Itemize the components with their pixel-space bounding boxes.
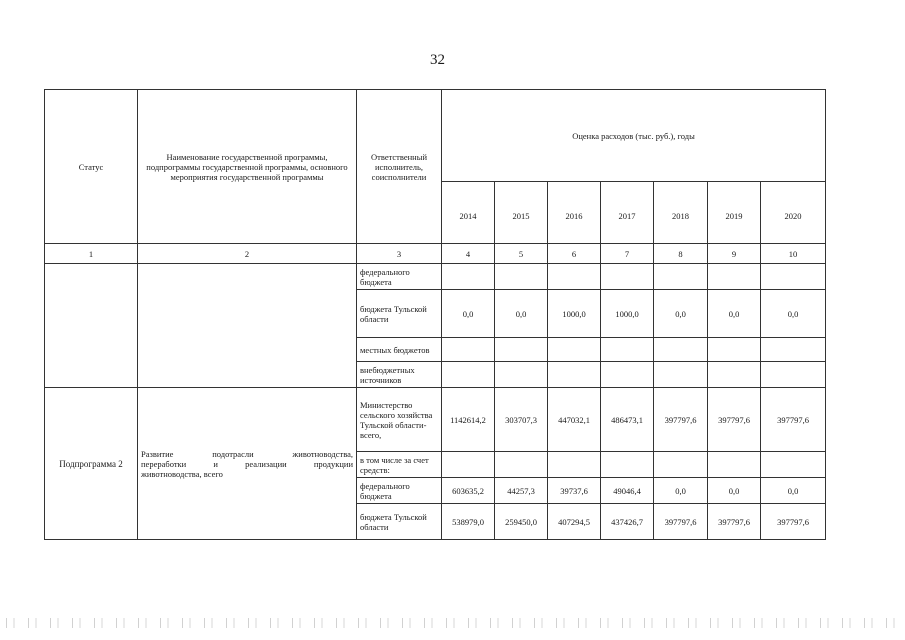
value-cell	[601, 338, 654, 362]
page-number: 32	[430, 52, 445, 68]
value-cell: 0,0	[442, 290, 495, 338]
value-cell: 0,0	[761, 290, 826, 338]
value-cell	[601, 452, 654, 478]
value-cell	[601, 362, 654, 388]
year-2017: 2017	[601, 182, 654, 244]
col-number: 2	[138, 244, 357, 264]
value-cell	[654, 452, 708, 478]
subprogram-name	[138, 388, 357, 540]
value-cell	[761, 362, 826, 388]
value-cell	[442, 338, 495, 362]
col-number: 9	[708, 244, 761, 264]
header-row	[45, 90, 826, 182]
value-cell	[761, 264, 826, 290]
value-cell	[442, 264, 495, 290]
block1-status-cell	[45, 264, 138, 388]
header-status: Статус	[45, 90, 138, 244]
subprogram-name-line: Развитие подотрасли животноводства,	[141, 448, 353, 459]
value-cell	[761, 338, 826, 362]
subprogram-name-line: переработки и реализации продукции	[141, 458, 353, 469]
value-cell: 44257,3	[495, 478, 548, 504]
subprogram-status: Подпрограмма 2	[45, 388, 138, 540]
value-cell	[495, 338, 548, 362]
value-cell	[654, 362, 708, 388]
value-cell	[601, 264, 654, 290]
value-cell: 49046,4	[601, 478, 654, 504]
year-2016: 2016	[548, 182, 601, 244]
value-cell	[495, 362, 548, 388]
value-cell: 397797,6	[761, 388, 826, 452]
source-label: в том числе за счет средств:	[357, 452, 442, 478]
value-cell: 0,0	[708, 290, 761, 338]
value-cell: 39737,6	[548, 478, 601, 504]
value-cell: 397797,6	[708, 504, 761, 540]
year-2015: 2015	[495, 182, 548, 244]
source-label: внебюджетных источников	[357, 362, 442, 388]
source-label: федерального бюджета	[357, 478, 442, 504]
value-cell	[654, 264, 708, 290]
value-cell: 397797,6	[654, 388, 708, 452]
col-number: 1	[45, 244, 138, 264]
value-cell	[654, 338, 708, 362]
col-number: 3	[357, 244, 442, 264]
value-cell: 603635,2	[442, 478, 495, 504]
value-cell: 0,0	[495, 290, 548, 338]
col-number: 7	[601, 244, 654, 264]
table-row	[45, 388, 826, 452]
value-cell: 397797,6	[654, 504, 708, 540]
value-cell: 1000,0	[548, 290, 601, 338]
header-name: Наименование государственной программы, подпрограммы государственной программы, основного мероприятия государственной программы	[138, 90, 357, 244]
value-cell	[548, 452, 601, 478]
value-cell	[548, 362, 601, 388]
value-cell: 437426,7	[601, 504, 654, 540]
value-cell	[495, 264, 548, 290]
value-cell: 0,0	[654, 290, 708, 338]
value-cell: 1142614,2	[442, 388, 495, 452]
value-cell: 397797,6	[708, 388, 761, 452]
value-cell	[548, 338, 601, 362]
col-number: 6	[548, 244, 601, 264]
source-label: федерального бюджета	[357, 264, 442, 290]
value-cell: 0,0	[654, 478, 708, 504]
subprogram-name-line: животноводства, всего	[141, 468, 223, 479]
value-cell	[761, 452, 826, 478]
value-cell	[708, 338, 761, 362]
header-estimate: Оценка расходов (тыс. руб.), годы	[442, 90, 826, 182]
value-cell: 1000,0	[601, 290, 654, 338]
scan-artifact-strip	[0, 618, 905, 628]
value-cell: 0,0	[708, 478, 761, 504]
value-cell	[548, 264, 601, 290]
budget-table	[44, 89, 826, 540]
value-cell: 259450,0	[495, 504, 548, 540]
year-2014: 2014	[442, 182, 495, 244]
value-cell	[442, 452, 495, 478]
value-cell	[495, 452, 548, 478]
source-label: бюджета Тульской области	[357, 290, 442, 338]
value-cell	[708, 452, 761, 478]
value-cell: 0,0	[761, 478, 826, 504]
col-number: 8	[654, 244, 708, 264]
source-label: бюджета Тульской области	[357, 504, 442, 540]
value-cell	[708, 362, 761, 388]
year-2020: 2020	[761, 182, 826, 244]
value-cell: 447032,1	[548, 388, 601, 452]
year-2019: 2019	[708, 182, 761, 244]
header-executor: Ответственный исполнитель, соисполнители	[357, 90, 442, 244]
col-number: 5	[495, 244, 548, 264]
col-number: 4	[442, 244, 495, 264]
year-2018: 2018	[654, 182, 708, 244]
value-cell: 538979,0	[442, 504, 495, 540]
block1-name-cell	[138, 264, 357, 388]
value-cell: 397797,6	[761, 504, 826, 540]
column-number-row	[45, 244, 826, 264]
source-label: местных бюджетов	[357, 338, 442, 362]
value-cell: 407294,5	[548, 504, 601, 540]
col-number: 10	[761, 244, 826, 264]
value-cell: 486473,1	[601, 388, 654, 452]
value-cell: 303707,3	[495, 388, 548, 452]
value-cell	[442, 362, 495, 388]
source-label: Министерство сельского хозяйства Тульской области- всего,	[357, 388, 442, 452]
value-cell	[708, 264, 761, 290]
table-row	[45, 264, 826, 290]
